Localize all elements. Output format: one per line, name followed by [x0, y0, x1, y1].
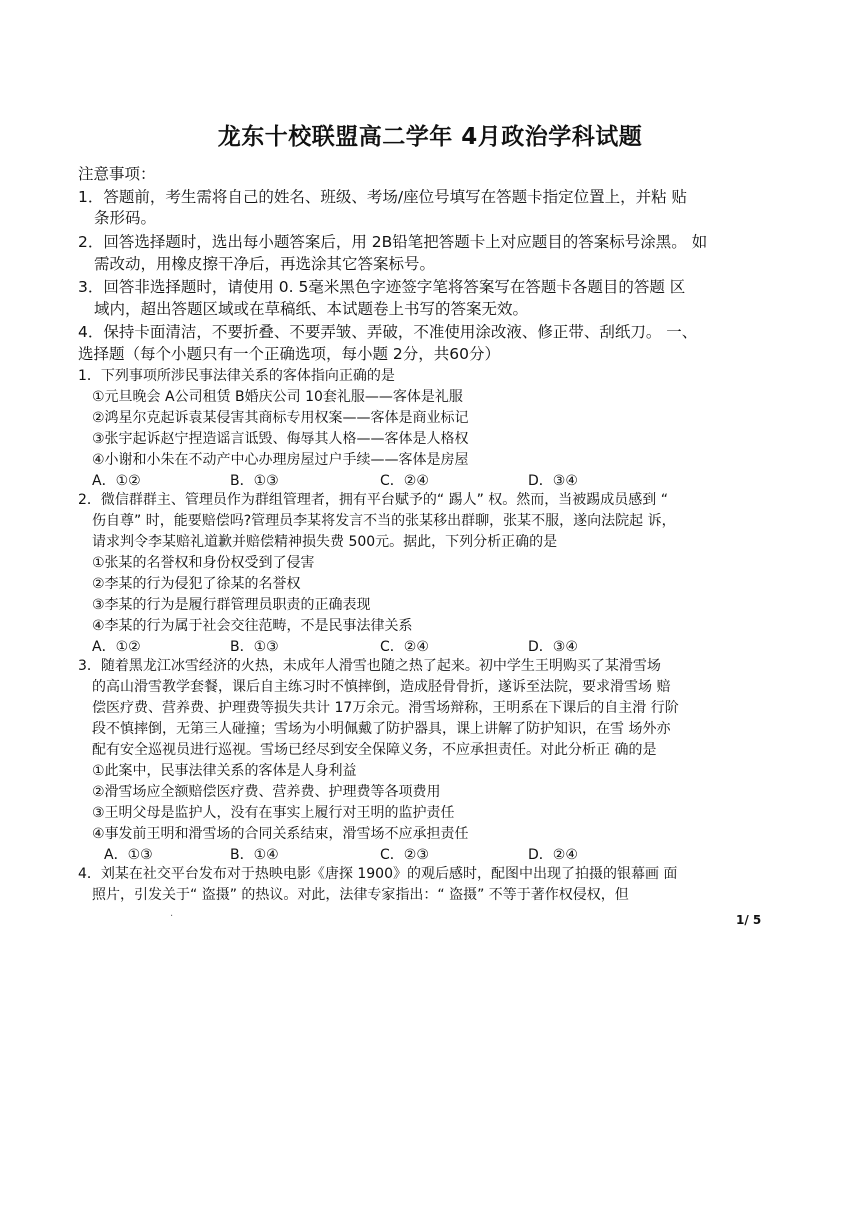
- question-2-item: ③李某的行为是履行群管理员职责的正确表现: [92, 597, 371, 613]
- question-2-option-d: D．③④: [528, 639, 578, 655]
- notice-line: 2．回答选择题时，选出每小题答案后，用 2B铅笔把答题卡上对应题目的答案标号涂黑。 如: [78, 233, 708, 251]
- footer-mark: .: [170, 908, 174, 919]
- question-2-option-b: B．①③: [230, 639, 279, 655]
- question-2-option-a: A．①②: [92, 639, 141, 655]
- page-title: 龙东十校联盟高二学年 4月政治学科试题: [217, 124, 643, 150]
- notice-line: 1．答题前，考生需将自己的姓名、班级、考场/座位号填写在答题卡指定位置上，并粘 贴: [78, 188, 688, 206]
- question-3-item: ①此案中，民事法律关系的客体是人身利益: [92, 763, 357, 779]
- notice-line: 域内，超出答题区域或在草稿纸、本试题卷上书写的答案无效。: [94, 300, 529, 318]
- question-1-item: ②鸿星尔克起诉袁某侵害其商标专用权案——客体是商业标记: [92, 410, 469, 426]
- question-3-stem: 偿医疗费、营养费、护理费等损失共计 17万余元。滑雪场辩称，王明系在下课后的自主滑 行阶: [92, 700, 679, 716]
- notice-heading: 注意事项：: [78, 165, 156, 183]
- section-heading: 选择题（每个小题只有一个正确选项，每小题 2分，共60分）: [78, 345, 501, 363]
- question-2-stem: 伤自尊” 时，能要赔偿吗?管理员李某将发言不当的张某移出群聊，张某不服，遂向法院起 诉，: [92, 513, 676, 529]
- question-2-option-c: C．②④: [380, 639, 429, 655]
- notice-line: 需改动，用橡皮擦干净后，再选涂其它答案标号。: [94, 255, 436, 273]
- question-1-option-d: D．③④: [528, 473, 578, 489]
- question-1-item: ①元旦晚会 A公司租赁 B婚庆公司 10套礼服——客体是礼服: [92, 389, 463, 405]
- question-3-option-c: C．②③: [380, 847, 429, 863]
- question-3-item: ④事发前王明和滑雪场的合同关系结束，滑雪场不应承担责任: [92, 826, 469, 842]
- question-1-option-c: C．②④: [380, 473, 429, 489]
- question-3-option-b: B．①④: [230, 847, 279, 863]
- question-2-item: ②李某的行为侵犯了徐某的名誉权: [92, 576, 301, 592]
- notice-line: 4．保持卡面清洁，不要折叠、不要弄皱、弄破，不准使用涂改液、修正带、刮纸刀。 一、: [78, 323, 698, 341]
- question-2-stem: 请求判令李某赔礼道歉并赔偿精神损失费 500元。据此，下列分析正确的是: [92, 534, 558, 550]
- question-1-option-a: A．①②: [92, 473, 141, 489]
- question-3-option-d: D．②④: [528, 847, 578, 863]
- question-2-item: ①张某的名誉权和身份权受到了侵害: [92, 555, 315, 571]
- question-3-stem: 的高山滑雪教学套餐，课后自主练习时不慎摔倒，造成胫骨骨折，遂诉至法院，要求滑雪场 赔: [92, 679, 671, 695]
- question-1-option-b: B．①③: [230, 473, 279, 489]
- question-3-stem: 配有安全巡视员进行巡视。雪场已经尽到安全保障义务，不应承担责任。对此分析正 确的是: [92, 742, 657, 758]
- question-4-stem: 4．刘某在社交平台发布对于热映电影《唐探 1900》的观后感时，配图中出现了拍摄的银幕画 面: [78, 866, 678, 882]
- question-1-stem: 1．下列事项所涉民事法律关系的客体指向正确的是: [78, 368, 395, 384]
- question-1-item: ④小谢和小朱在不动产中心办理房屋过户手续——客体是房屋: [92, 452, 469, 468]
- question-3-item: ②滑雪场应全额赔偿医疗费、营养费、护理费等各项费用: [92, 784, 441, 800]
- page-number: 1/ 5: [736, 913, 762, 927]
- question-2-stem: 2．微信群群主、管理员作为群组管理者，拥有平台赋予的“ 踢人” 权。然而，当被踢成员感到 “: [78, 492, 669, 508]
- question-2-item: ④李某的行为属于社会交往范畴，不是民事法律关系: [92, 618, 413, 634]
- question-1-item: ③张宇起诉赵宁捏造谣言诋毁、侮辱其人格——客体是人格权: [92, 431, 469, 447]
- question-3-stem: 3．随着黑龙江冰雪经济的火热，未成年人滑雪也随之热了起来。初中学生王明购买了某滑雪场: [78, 658, 661, 674]
- question-3-item: ③王明父母是监护人，没有在事实上履行对王明的监护责任: [92, 805, 455, 821]
- question-4-stem: 照片，引发关于“ 盗摄” 的热议。对此，法律专家指出：“ 盗摄” 不等于著作权侵权，但: [92, 887, 629, 903]
- notice-line: 条形码。: [94, 209, 157, 227]
- question-3-option-a: A．①③: [104, 847, 153, 863]
- question-3-stem: 段不慎摔倒，无第三人碰撞；雪场为小明佩戴了防护器具，课上讲解了防护知识，在雪 场外亦: [92, 721, 671, 737]
- notice-line: 3．回答非选择题时，请使用 0. 5毫米黑色字迹签字笔将答案写在答题卡各题目的答题 区: [78, 278, 686, 296]
